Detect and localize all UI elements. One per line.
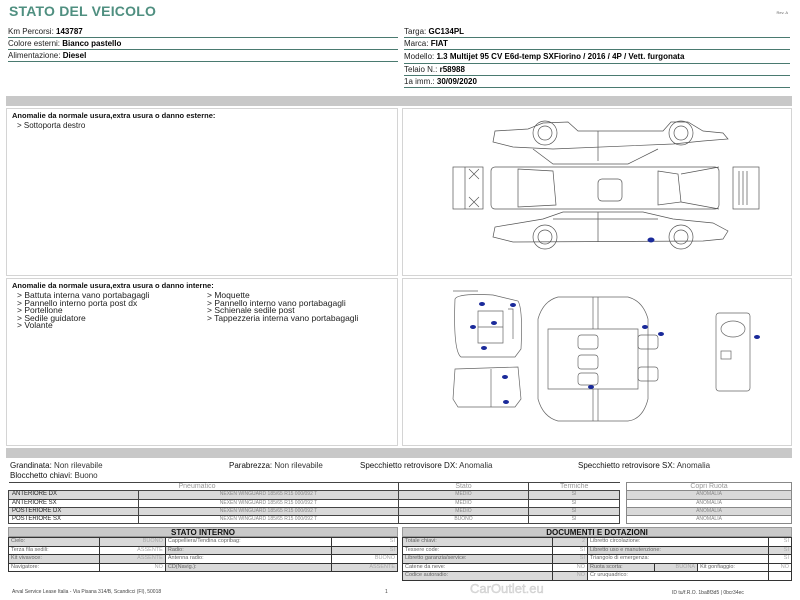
wheel-icon — [533, 121, 557, 145]
info-telaio: Telaio N.: r58988 — [404, 64, 790, 76]
table-row: ANTERIORE SX NEXEN WINGUARD 185/65 R15 000/092 T MEDIO SI — [9, 499, 620, 507]
car-exterior-svg — [403, 109, 793, 277]
tyres-header-row — [9, 483, 620, 491]
car-hood-lines — [681, 167, 719, 209]
steering-wheel-icon — [721, 321, 745, 337]
tyres-header-termiche: Termiche — [529, 483, 620, 491]
cabin-floor — [548, 329, 638, 389]
car-interior-svg — [403, 279, 793, 447]
car-door-lines — [553, 212, 658, 242]
tailgate-view — [453, 367, 521, 407]
vehicle-info-left — [8, 26, 398, 62]
documenti-title: DOCUMENTI E DOTAZIONI — [402, 527, 792, 537]
damage-mark-icon — [491, 321, 497, 325]
table-row: Terza fila sedili: ASSENTE Radio: SI — [9, 546, 398, 555]
info-colore: Colore esterni: Bianco pastello — [8, 38, 398, 50]
documenti-section — [402, 527, 792, 581]
page-title: STATO DEL VEICOLO — [9, 3, 157, 19]
table-row: ANTERIORE DX NEXEN WINGUARD 185/65 R15 000/092 T MEDIO SI — [9, 491, 620, 499]
interior-damage-list — [7, 292, 397, 330]
wheel-hub-icon — [674, 230, 688, 244]
tyres-table — [8, 482, 620, 524]
table-row: Totale chiavi: 2 Libretto circolazione: SI — [403, 538, 792, 547]
trunk-details — [478, 309, 513, 343]
stato-interno-section — [8, 527, 398, 572]
tyres-header-pneumatico: Pneumatico — [139, 483, 399, 491]
table-row: Tessere code: SI Libretto uso e manutenzione: SI — [403, 546, 792, 555]
dashboard-control — [721, 351, 731, 359]
car-windscreen — [518, 169, 681, 207]
car-sunroof — [598, 179, 622, 201]
exterior-damage-panel — [6, 108, 398, 276]
table-row: POSTERIORE DX NEXEN WINGUARD 185/65 R15 000/092 T MEDIO SI — [9, 507, 620, 515]
section-divider — [6, 96, 792, 106]
footer-address: Arval Service Lease Italia - Via Pisana 314/B, Scandicci (FI), 50018 — [12, 589, 162, 595]
vehicle-info-right — [404, 26, 790, 88]
interior-damage-item: > Volante — [17, 320, 53, 330]
damage-mark-icon — [479, 302, 485, 306]
damage-mark-icon — [658, 332, 664, 336]
info-modello: Modello: 1.3 Multijet 95 CV E6d-temp SXFiorino / 2016 / 4P / Vett. furgonata — [404, 50, 790, 64]
info-marca: Marca: FIAT — [404, 38, 790, 50]
exterior-heading: Anomalie da normale usura,extra usura o danno esterne: — [12, 111, 216, 120]
info-immatricolazione: 1a imm.: 30/09/2020 — [404, 76, 790, 88]
info-alimentazione: Alimentazione: Diesel — [8, 50, 398, 62]
table-row: Catene da neve: NO Ruota scorta: BUONA Kit gonfiaggio: NO — [403, 563, 792, 572]
interior-damage-item: > Pannello interno porta post dx — [17, 297, 138, 308]
wheel-icon — [669, 121, 693, 145]
grandinata-status: Grandinata: Non rilevabile — [10, 461, 103, 470]
wheel-icon — [669, 225, 693, 249]
table-row: POSTERIORE SX NEXEN WINGUARD 185/65 R15 000/092 T BUONO SI — [9, 516, 620, 524]
table-row: Kit vivavoce: ASSENTE Antenna radio: BUONO — [9, 555, 398, 564]
documenti-table — [402, 537, 792, 581]
copri-ruota-table — [626, 482, 792, 524]
interior-car-diagram — [402, 278, 792, 446]
exterior-car-diagram — [402, 108, 792, 276]
stato-interno-title: STATO INTERNO — [8, 527, 398, 537]
table-row: Navigatore: NO CD(Navig.): ASSENTE — [9, 563, 398, 572]
interior-damage-col-1 — [17, 292, 207, 330]
table-row: Libretto garanzia/service: SI Triangolo di emergenza: SI — [403, 555, 792, 564]
interior-damage-col-2 — [207, 292, 397, 330]
interior-heading: Anomalie da normale usura,extra usura o danno interne: — [12, 281, 214, 290]
interior-damage-item: > Schienale sedile post — [207, 305, 295, 315]
damage-mark-icon — [481, 346, 487, 350]
damage-mark-icon — [502, 375, 508, 379]
cabin-pillars — [593, 297, 598, 421]
table-row: ANOMALIA — [627, 516, 792, 524]
blocchetto-status: Blocchetto chiavi: Buono — [10, 471, 98, 480]
parabrezza-status: Parabrezza: Non rilevabile — [229, 461, 323, 470]
table-row: Cielo: BUONO Cappelliera/Tendina copribag: SI — [9, 538, 398, 547]
car-rear-view — [453, 167, 483, 209]
damage-mark-icon — [754, 335, 760, 339]
interior-damage-item: > Sedile guidatore — [17, 312, 86, 323]
damage-mark-icon — [510, 303, 516, 307]
page-number: 1 — [385, 589, 388, 595]
damage-mark-icon — [588, 385, 594, 389]
info-km: Km Percorsi: 143787 — [8, 26, 398, 38]
table-row: ANOMALIA — [627, 499, 792, 507]
revision-label: Rev. A — [776, 10, 788, 15]
interior-damage-item: > Pannello interno vano portabagagli — [207, 297, 346, 308]
footer-document-id: ID tu/f.R.O. 1ba8f3d5 | 0bcr34ec — [672, 590, 744, 596]
interior-damage-panel — [6, 278, 398, 446]
damage-mark-icon — [470, 325, 476, 329]
seat-icon — [578, 335, 598, 349]
specchietto-dx-status: Specchietto retrovisore DX: Anomalia — [360, 461, 493, 470]
copri-ruota-header: Copri Ruota — [627, 483, 792, 491]
car-rear-view-details — [465, 167, 479, 209]
section-divider — [6, 448, 792, 458]
stato-interno-table — [8, 537, 398, 572]
interior-damage-item: > Moquette — [207, 290, 250, 300]
cabin-outline — [453, 291, 648, 421]
watermark-logo: CarOutlet.eu — [470, 581, 544, 596]
seat-icon — [578, 373, 598, 385]
car-front-grille — [739, 171, 747, 205]
wheel-icon — [533, 225, 557, 249]
interior-damage-item: > Tappezzeria interna vano portabagagli — [207, 312, 359, 323]
specchietto-sx-status: Specchietto retrovisore SX: Anomalia — [578, 461, 711, 470]
damage-mark-icon — [642, 325, 648, 329]
damage-mark-icon — [648, 238, 655, 243]
interior-damage-item: > Portellone — [17, 305, 63, 315]
seat-icon — [578, 355, 598, 369]
interior-damage-item: > Battuta interna vano portabagagli — [17, 290, 150, 300]
wheel-hub-icon — [538, 126, 552, 140]
wheel-hub-icon — [674, 126, 688, 140]
damage-mark-icon — [503, 400, 509, 404]
table-row: Codice autoradio: NO Cr uruquadrico: — [403, 572, 792, 581]
table-row: ANOMALIA — [627, 491, 792, 499]
table-row: ANOMALIA — [627, 507, 792, 515]
exterior-damage-list — [7, 122, 397, 129]
exterior-damage-item: > Sottoporta destro — [17, 121, 86, 130]
info-targa: Targa: GC134PL — [404, 26, 790, 38]
tyres-header-stato: Stato — [399, 483, 529, 491]
car-front-view — [733, 167, 759, 209]
